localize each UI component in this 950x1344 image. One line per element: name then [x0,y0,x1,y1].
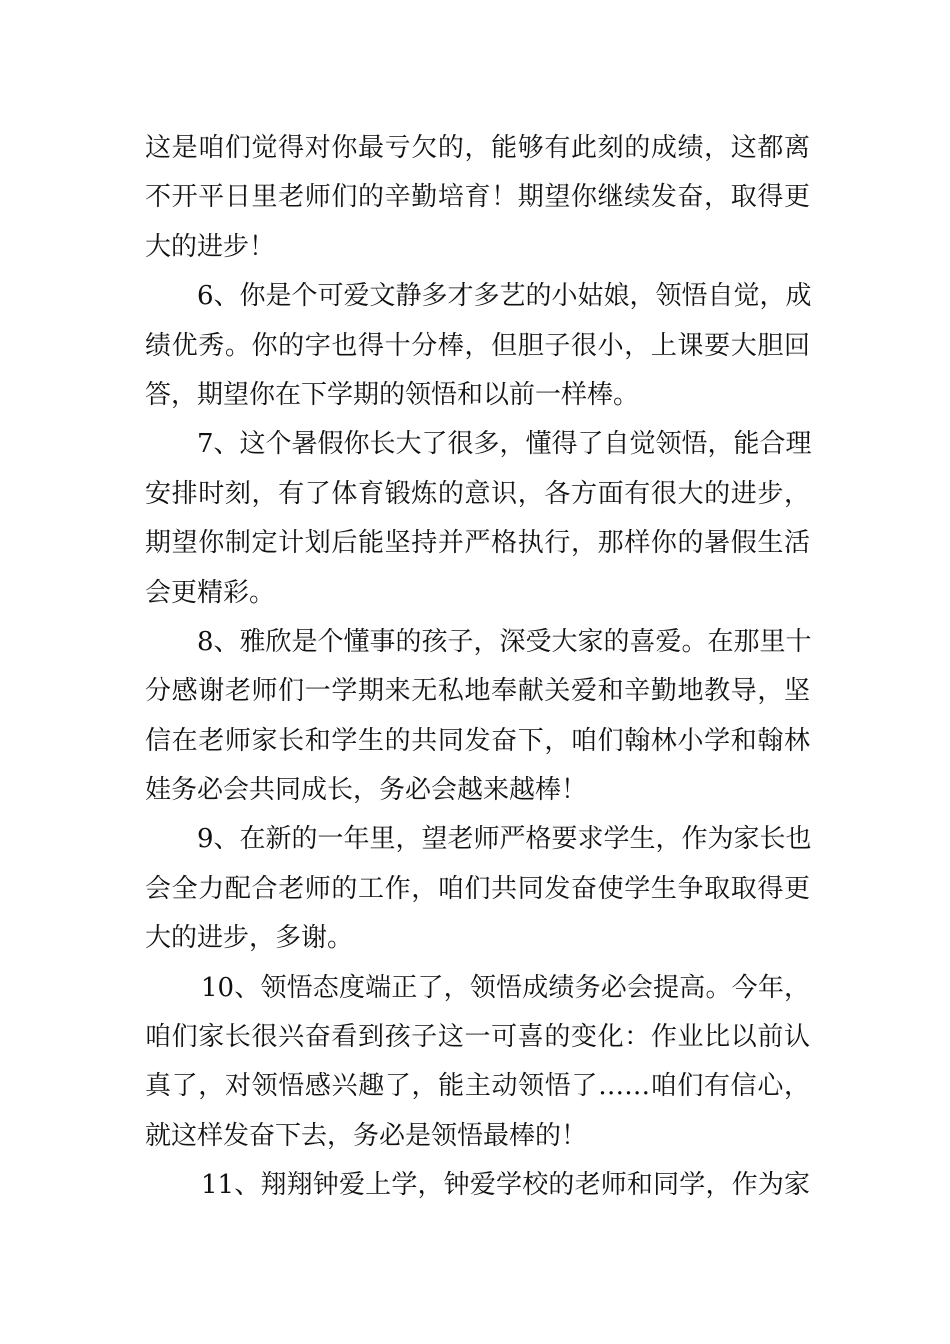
paragraph-7 [145,420,810,618]
text-line: 信在老师家长和学生的共同发奋下，咱们翰林小学和翰林 [145,725,810,756]
paragraph-9 [145,815,810,963]
paragraph-8 [145,618,810,816]
paragraph-6 [145,272,810,420]
text-line: 绩优秀。你的字也得十分棒，但胆子很小，上课要大胆回 [145,330,810,361]
paragraph-10 [145,964,810,1162]
text-line: 10、领悟态度端正了，领悟成绩务必会提高。今年， [201,972,810,1003]
text-line: 安排时刻，有了体育锻炼的意识，各方面有很大的进步， [145,478,810,509]
text-line: 8、雅欣是个懂事的孩子，深受大家的喜爱。在那里十 [197,626,812,657]
text-line: 9、在新的一年里，望老师严格要求学生，作为家长也 [197,824,812,855]
text-line: 就这样发奋下去，务必是领悟最棒的！ [145,1120,588,1151]
paragraph-11 [145,1161,810,1210]
text-line: 期望你制定计划后能坚持并严格执行，那样你的暑假生活 [145,528,810,559]
text-line: 大的进步！ [145,231,276,262]
text-line: 会更精彩。 [145,577,276,608]
paragraph-5-continued [145,124,810,272]
text-line: 真了，对领悟感兴趣了，能主动领悟了……咱们有信心， [145,1071,810,1102]
text-line: 分感谢老师们一学期来无私地奉献关爱和辛勤地教导，坚 [145,676,810,707]
text-line: 11、翔翔钟爱上学，钟爱学校的老师和同学，作为家 [201,1170,810,1201]
text-line: 答，期望你在下学期的领悟和以前一样棒。 [145,379,640,410]
document-body [145,124,810,1211]
text-line: 娃务必会共同成长，务必会越来越棒！ [145,775,588,806]
text-line: 7、这个暑假你长大了很多，懂得了自觉领悟，能合理 [197,429,812,460]
text-line: 6、你是个可爱文静多才多艺的小姑娘，领悟自觉，成 [197,281,812,312]
text-line: 咱们家长很兴奋看到孩子这一可喜的变化：作业比以前认 [145,1022,810,1053]
text-line: 不开平日里老师们的辛勤培育！期望你继续发奋，取得更 [145,182,810,213]
text-line: 这是咱们觉得对你最亏欠的，能够有此刻的成绩，这都离 [145,133,810,163]
text-line: 大的进步，多谢。 [145,923,354,954]
text-line: 会全力配合老师的工作，咱们共同发奋使学生争取取得更 [145,873,810,904]
